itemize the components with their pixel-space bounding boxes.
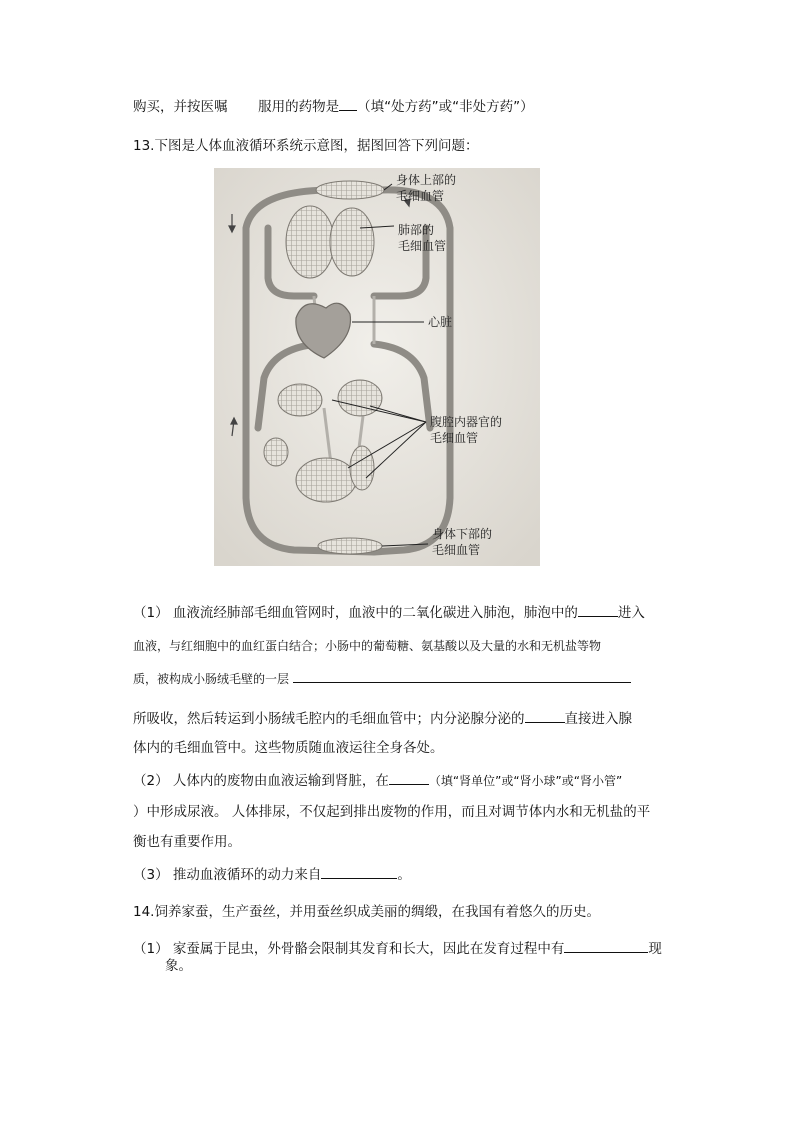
intestine-capillaries [296,458,356,502]
q13-p1-line1 [133,602,645,623]
q13-p1-line4 [133,708,632,729]
q14-p1-text-b: 现 [648,941,662,957]
q13-p1-text-a: （1） 血液流经肺部毛细血管网时，血液中的二氧化碳进入肺泡，肺泡中的 [133,605,578,621]
top-line [133,96,534,117]
answer-blank-kidney-unit[interactable] [389,770,429,785]
label-heart: 心脏 [428,315,453,329]
q13-p3-text-a: （3） 推动血液循环的动力来自 [133,867,322,883]
q14-stem: 14.饲养家蚕，生产蚕丝，并用蚕丝织成美丽的绸缎，在我国有着悠久的历史。 [133,904,600,920]
q13-p1-line3 [133,668,631,689]
q13-p2-line3: 衡也有重要作用。 [133,834,241,850]
q13-p1-line3-text: 质，被构成小肠绒毛壁的一层 [133,672,290,686]
answer-blank-heart[interactable] [321,864,397,879]
label-upper-body-2: 毛细血管 [396,189,445,203]
q13-p1-line4-text-a: 所吸收，然后转运到小肠绒毛腔内的毛细血管中；内分泌腺分泌的 [133,711,525,727]
right-lung [330,208,374,276]
q13-p2-line1 [133,770,622,791]
liver-capillaries [278,384,322,416]
top-line-text-2: 服用的药物是 [258,99,340,115]
label-abdomen-1: 腹腔内器官的 [430,415,503,429]
q13-p3-text-b: 。 [397,867,411,883]
spleen-capillaries [264,438,288,466]
label-lung-2: 毛细血管 [398,239,447,253]
q14-p1-text-a: （1） 家蚕属于昆虫，外骨骼会限制其发育和长大，因此在发育过程中有 [133,941,565,957]
top-line-text-1: 购买，并按医嘱 [133,99,228,115]
left-lung [286,206,334,278]
answer-blank-hormone[interactable] [525,708,565,723]
q13-p2-line2: ）中形成尿液。 人体排尿，不仅起到排出废物的作用，而且对调节体内水和无机盐的平 [133,804,651,820]
answer-blank-drug[interactable] [339,96,357,111]
label-upper-body-1: 身体上部的 [396,173,457,187]
q13-p1-line4-text-b: 直接进入腺 [564,711,632,727]
figure-background [214,168,540,566]
q14-p1-line1 [133,938,662,959]
q13-p3-line [133,864,411,885]
label-lung-1: 肺部的 [398,223,435,237]
colon-capillaries [350,446,374,490]
q13-p1-text-b: 进入 [617,605,645,621]
label-lower-body-1: 身体下部的 [432,527,493,541]
lower-body-capillaries [318,538,382,554]
q13-p1-line5: 体内的毛细血管中。这些物质随血液运往全身各处。 [133,740,444,756]
q13-p2-text-a: （2） 人体内的废物由血液运输到肾脏，在 [133,773,389,789]
answer-blank-oxygen[interactable] [578,602,618,617]
top-line-text-3: （填“处方药”或“非处方药”） [357,99,534,115]
q13-p2-text-b: （填“肾单位”或“肾小球”或“肾小管” [428,774,623,788]
answer-blank-molting[interactable] [564,938,648,953]
label-lower-body-2: 毛细血管 [432,543,481,557]
upper-body-capillaries [316,181,384,199]
q14-p1-line2: 象。 [165,958,192,974]
label-abdomen-2: 毛细血管 [430,431,479,445]
blood-circulation-diagram [214,168,540,566]
q13-p1-line2: 血液，与红细胞中的血红蛋白结合；小肠中的葡萄糖、氨基酸以及大量的水和无机盐等物 [133,639,602,653]
answer-blank-epithelial-cells[interactable] [293,668,631,683]
q13-stem: 13.下图是人体血液循环系统示意图，据图回答下列问题： [133,138,479,154]
